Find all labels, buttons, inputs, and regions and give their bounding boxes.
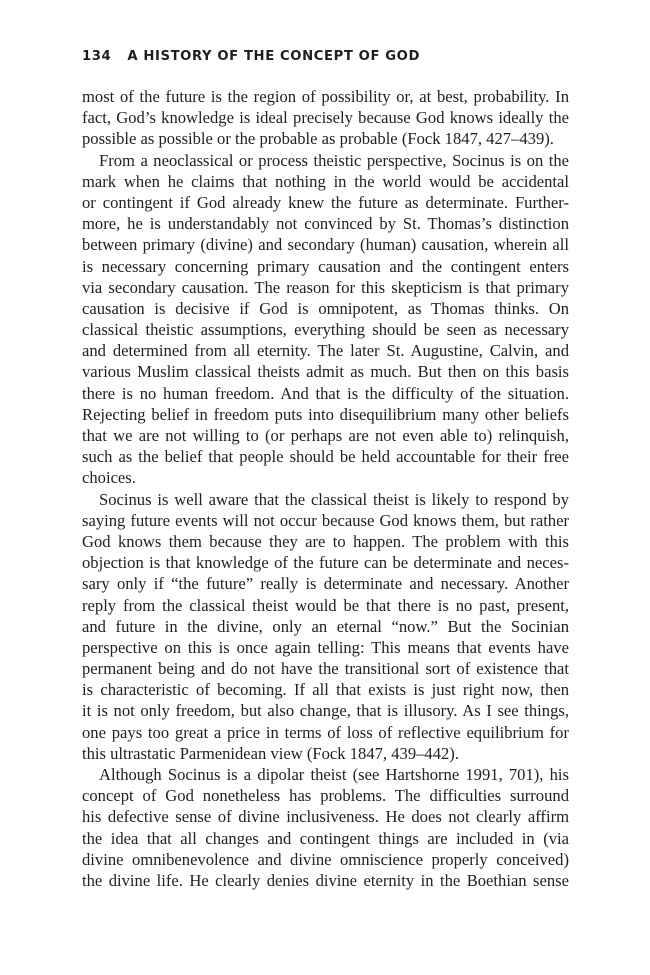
body-text [82, 86, 569, 891]
text-line: various Muslim classical theists admit as much. But then on this basis [82, 362, 569, 382]
text-line: Although Socinus is a dipolar theist (see Hartshorne 1991, 701), his [99, 765, 569, 784]
running-head [82, 49, 420, 64]
text-line: one pays too great a price in terms of loss of reflective equilibrium for [82, 722, 569, 742]
text-line: and future in the divine, only an eternal “now.” But the Socinian [82, 616, 569, 636]
page-number: 134 [82, 49, 112, 64]
running-title: A HISTORY OF THE CONCEPT OF GOD [127, 49, 421, 64]
text-line: this ultrastatic Parmenidean view (Fock 1847, 439–442). [82, 743, 459, 763]
text-line: divine omnibenevolence and divine omniscience properly conceived) [82, 849, 569, 869]
text-line: the divine life. He clearly denies divine eternity in the Boethian sense [82, 870, 569, 890]
text-line: his defective sense of divine inclusiveness. He does not clearly affirm [82, 807, 569, 827]
text-line: sary only if “the future” really is determinate and necessary. Another [82, 574, 569, 594]
text-line: possible as possible or the probable as probable (Fock 1847, 427–439). [82, 129, 554, 149]
text-line: choices. [82, 468, 136, 488]
text-line: saying future events will not occur because God knows them, but rather [82, 510, 569, 530]
text-line: via secondary causation. The reason for this skepticism is that primary [82, 277, 569, 297]
text-line: is necessary concerning primary causation and the contingent enters [82, 256, 569, 276]
text-line: causation is decisive if God is omnipotent, as Thomas thinks. On [82, 298, 569, 318]
text-line: permanent being and do not have the transitional sort of existence that [82, 659, 569, 679]
text-line: Socinus is well aware that the classical theist is likely to respond by [99, 489, 569, 509]
text-line: and determined from all eternity. The later St. Augustine, Calvin, and [82, 341, 569, 361]
text-line: most of the future is the region of possibility or, at best, probability. In [82, 87, 569, 106]
text-line: concept of God nonetheless has problems. The difficulties surround [82, 786, 569, 806]
text-line: that we are not willing to (or perhaps are not even able to) relinquish, [82, 426, 569, 445]
text-line: the idea that all changes and contingent things are included in (via [82, 828, 569, 848]
text-line: such as the belief that people should be held accountable for their free [82, 447, 569, 467]
text-line: there is no human freedom. And that is the difficulty of the situation. [82, 383, 569, 403]
text-line: reply from the classical theist would be that there is no past, present, [82, 595, 569, 615]
text-line: perspective on this is once again telling: This means that events have [82, 637, 569, 657]
text-line: fact, God’s knowledge is ideal precisely because God knows ideally the [82, 108, 569, 128]
text-line: more, he is understandably not convinced by St. Thomas’s distinction [82, 214, 569, 234]
text-line: mark when he claims that nothing in the world would be accidental [82, 171, 569, 191]
text-line: is characteristic of becoming. If all that exists is just right now, then [82, 680, 569, 700]
text-line: objection is that knowledge of the future can be determinate and neces- [82, 553, 569, 573]
text-line: From a neoclassical or process theistic perspective, Socinus is on the [99, 150, 569, 170]
text-line: it is not only freedom, but also change, that is illusory. As I see things, [82, 701, 569, 721]
text-line: or contingent if God already knew the future as determinate. Further- [82, 192, 569, 212]
text-line: between primary (divine) and secondary (human) causation, wherein all [82, 235, 569, 255]
text-line: classical theistic assumptions, everything should be seen as necessary [82, 320, 569, 340]
text-line: God knows them because they are to happen. The problem with this [82, 531, 569, 551]
text-line: Rejecting belief in freedom puts into disequilibrium many other beliefs [82, 404, 569, 424]
